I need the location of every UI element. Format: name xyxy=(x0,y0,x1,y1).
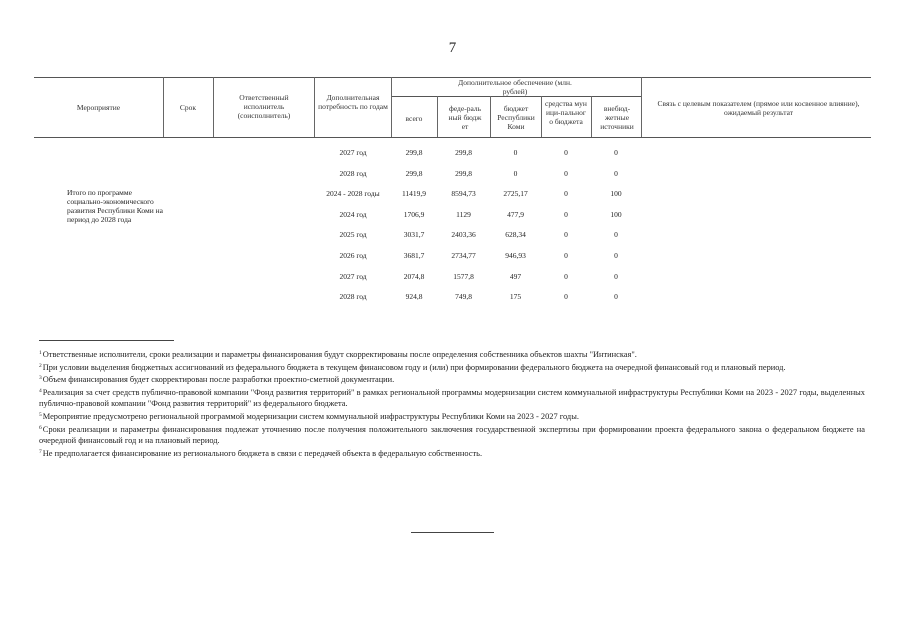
cell-federal: 8594,73 xyxy=(451,189,476,199)
cell-total: 299,8 xyxy=(405,168,423,178)
cell-extrabudget: 0 xyxy=(614,271,618,281)
header-municipal: средства муници-пального бюджета xyxy=(545,99,587,126)
cell-municipal: 0 xyxy=(564,168,568,178)
header-funding-group: Дополнительное обеспечение (млн. рублей) xyxy=(458,78,572,96)
cell-total: 2074,8 xyxy=(403,271,425,281)
cell-year: 2024 год xyxy=(339,209,367,219)
cell-republic: 628,34 xyxy=(505,230,526,240)
header-responsible: Ответственный исполнитель (соисполнитель) xyxy=(237,93,291,120)
cell-federal: 299,8 xyxy=(455,168,472,178)
header-federal: феде-ральный бюджет xyxy=(448,104,482,131)
cell-extrabudget: 0 xyxy=(614,230,618,240)
footnote: $^5$Мероприятие предусмотрено региональной программой модернизации систем коммунальной инфраструктуры Республики Коми на 2023 - 2027 годы. xyxy=(39,411,579,421)
cell-municipal: 0 xyxy=(564,230,568,240)
cell-year: 2025 год xyxy=(339,230,367,240)
cell-total: 299,8 xyxy=(405,148,423,157)
cell-total: 3681,7 xyxy=(403,251,425,260)
cell-federal: 2403,36 xyxy=(451,230,476,240)
cell-federal: 1129 xyxy=(456,209,471,219)
header-divider xyxy=(437,96,438,137)
footnote: $^4$Реализация за счет средств публично-правовой компании "Фонд развития территорий" в рамках региональной программы модернизации систем коммунальной инфраструктуры Республики Коми на 2023 - 2027 годы, выделенных публично-правовой компании "Фонд развития территорий" из федерального бюджета. xyxy=(39,387,865,409)
footnote: $^6$Сроки реализации и параметры финансирования подлежат уточнению после получения положительного заключения государственной экспертизы при формировании проекта федерального закона о федеральном бюджете на очередной финансовый год и на плановый период. xyxy=(39,424,865,446)
cell-municipal: 0 xyxy=(564,209,568,219)
cell-republic: 946,93 xyxy=(505,251,526,260)
cell-extrabudget: 0 xyxy=(614,292,618,302)
header-divider xyxy=(591,96,592,137)
cell-year: 2026 год xyxy=(339,251,367,260)
cell-municipal: 0 xyxy=(564,292,568,302)
measure-label: Итого по программе социально-экономического развития Республики Коми на период до 2028 года xyxy=(67,188,163,224)
cell-extrabudget: 0 xyxy=(614,251,618,260)
funding-group-rule xyxy=(391,96,641,97)
header-divider xyxy=(641,77,642,137)
cell-republic: 477,9 xyxy=(507,209,524,219)
cell-year: 2027 год xyxy=(339,148,367,157)
cell-municipal: 0 xyxy=(564,251,568,260)
header-divider xyxy=(314,77,315,137)
cell-total: 1706,9 xyxy=(403,209,425,219)
header-divider xyxy=(541,96,542,137)
cell-federal: 2734,77 xyxy=(451,251,476,260)
header-need: Дополнительная потребность по годам xyxy=(318,93,388,111)
cell-total: 3031,7 xyxy=(403,230,425,240)
header-divider xyxy=(391,77,392,137)
footnote-separator xyxy=(39,340,174,341)
header-divider xyxy=(490,96,491,137)
table-header-bottom-rule xyxy=(34,137,871,138)
cell-republic: 175 xyxy=(509,292,522,302)
footnote: $^2$При условии выделения бюджетных ассигнований из федерального бюджета в текущем финансовом году и (или) при формировании федерального бюджета на очередной финансовый год и плановый период. xyxy=(39,362,786,372)
page-number: 7 xyxy=(448,40,457,56)
cell-republic: 0 xyxy=(513,168,518,178)
cell-federal: 749,8 xyxy=(455,292,472,302)
header-term: Срок xyxy=(179,103,197,112)
header-republic: бюджет Республики Коми xyxy=(497,104,535,131)
cell-extrabudget: 0 xyxy=(614,168,618,178)
footnote: $^3$Объем финансирования будет скорректирован после разработки проектно-сметной документации. xyxy=(39,375,395,385)
header-measure: Мероприятие xyxy=(76,103,121,112)
cell-republic: 2725,17 xyxy=(503,189,528,199)
header-divider xyxy=(213,77,214,137)
footnote: $^1$Ответственные исполнители, сроки реализации и параметры финансирования будут скорректированы после определения собственника объектов шахты "Интинская". xyxy=(39,350,637,359)
header-link: Связь с целевым показателем (прямое или косвенное влияние), ожидаемый результат xyxy=(657,99,860,117)
cell-municipal: 0 xyxy=(564,148,568,157)
footnotes xyxy=(39,348,865,459)
cell-total: 924,8 xyxy=(405,292,423,302)
cell-extrabudget: 100 xyxy=(610,189,622,199)
cell-total: 11419,9 xyxy=(401,189,427,199)
cell-year: 2028 год xyxy=(339,168,367,178)
header-total: всего xyxy=(405,114,423,123)
cell-extrabudget: 100 xyxy=(610,209,622,219)
cell-year: 2027 год xyxy=(339,271,367,281)
cell-federal: 1577,8 xyxy=(453,271,474,281)
bottom-separator xyxy=(411,532,494,533)
cell-municipal: 0 xyxy=(564,189,568,199)
cell-municipal: 0 xyxy=(564,271,568,281)
cell-republic: 497 xyxy=(509,271,522,281)
cell-year: 2028 год xyxy=(339,292,367,302)
cell-year: 2024 - 2028 годы xyxy=(326,189,380,199)
footnote: $^7$Не предполагается финансирование из регионального бюджета в связи с передачей объекта в федеральную собственность. xyxy=(39,448,483,458)
header-extrabudget: внебюд-жетные источники xyxy=(600,104,634,131)
cell-extrabudget: 0 xyxy=(614,148,618,157)
cell-federal: 299,8 xyxy=(455,148,472,157)
cell-republic: 0 xyxy=(513,148,518,157)
